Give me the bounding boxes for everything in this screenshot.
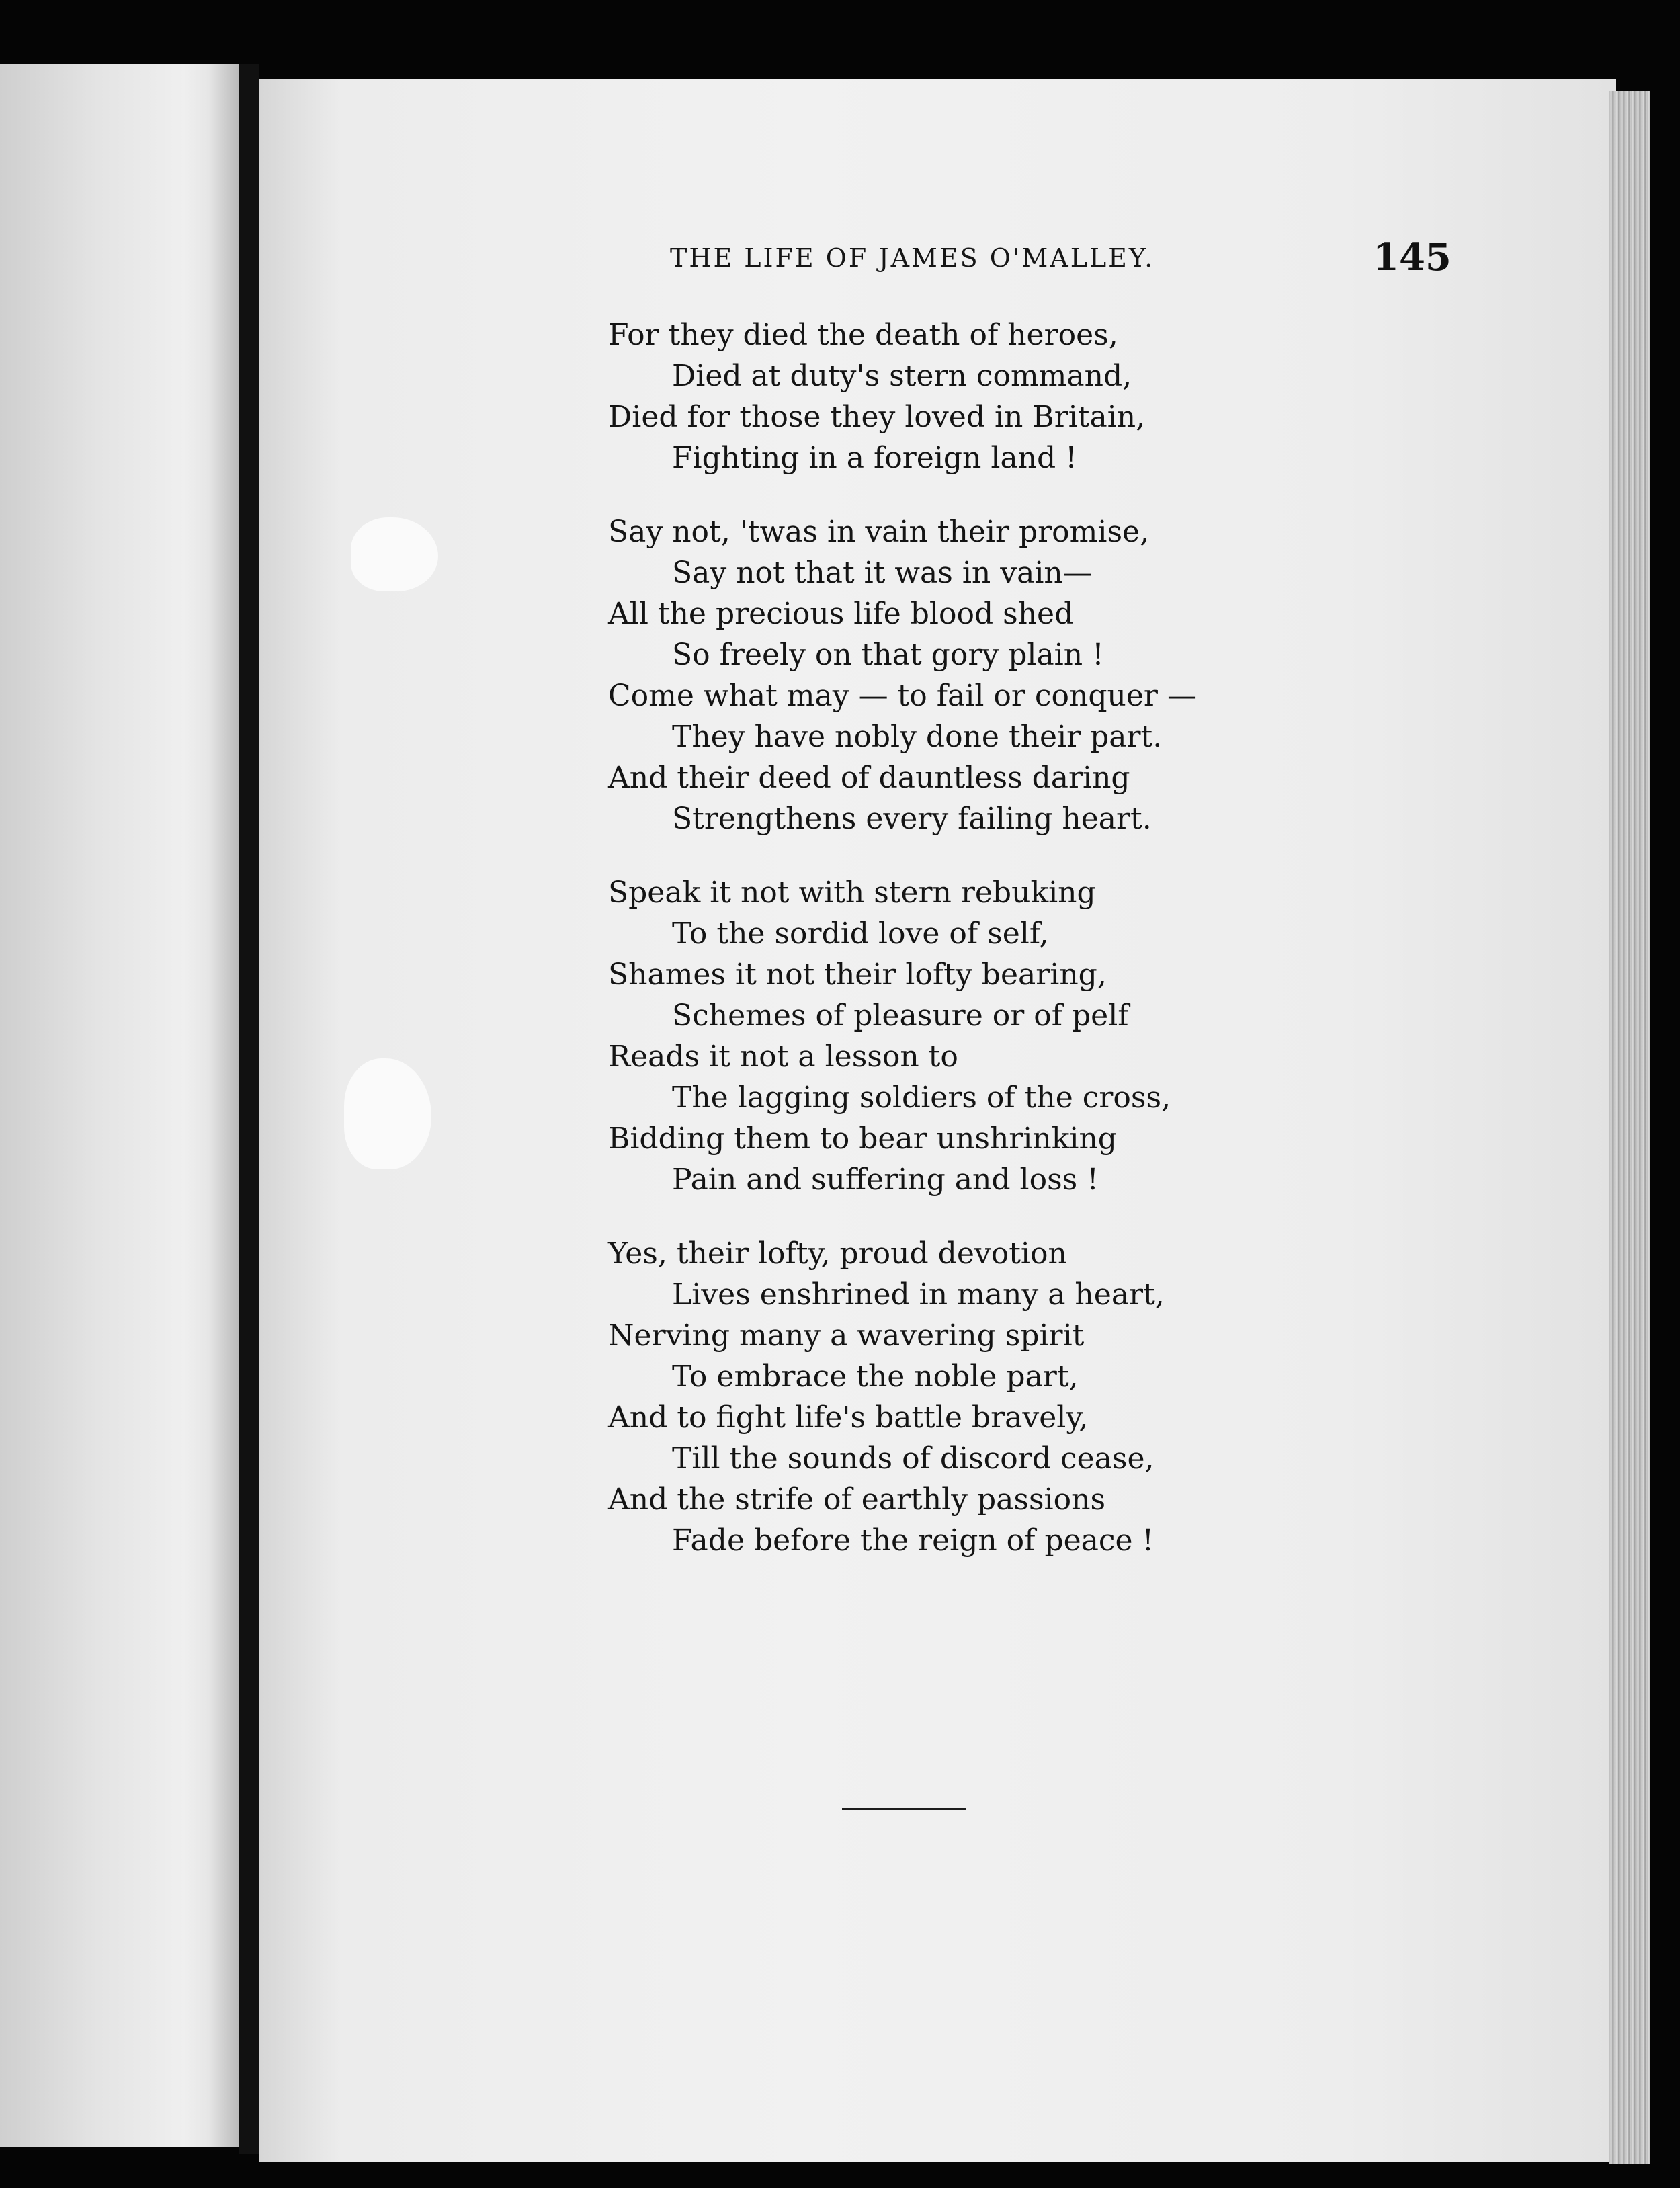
- poem-line: Shames it not their lofty bearing,: [608, 958, 1107, 992]
- paper-blemish-upper: [351, 517, 438, 591]
- page-number: 145: [1373, 235, 1452, 280]
- poem-line: Say not, 'twas in vain their promise,: [608, 515, 1150, 549]
- poem-line: Say not that it was in vain—: [672, 556, 1093, 590]
- poem-line: And the strife of earthly passions: [608, 1482, 1106, 1517]
- poem-line: Strengthens every failing heart.: [672, 802, 1152, 836]
- poem-line: Speak it not with stern rebuking: [608, 876, 1096, 910]
- poem-line: All the precious life blood shed: [608, 597, 1074, 631]
- stanza-1: [608, 314, 1583, 478]
- poem-line: Nerving many a wavering spirit: [608, 1318, 1085, 1353]
- poem-line: Fade before the reign of peace !: [672, 1523, 1154, 1558]
- poem: [608, 314, 1583, 1594]
- poem-line: They have nobly done their part.: [672, 720, 1163, 754]
- poem-line: Died for those they loved in Britain,: [608, 400, 1146, 434]
- poem-line: Come what may — to fail or conquer —: [608, 679, 1197, 713]
- poem-line: For they died the death of heroes,: [608, 318, 1118, 352]
- book-gutter: [239, 64, 259, 2154]
- poem-line: Pain and suffering and loss !: [672, 1163, 1099, 1197]
- poem-line: Schemes of pleasure or of pelf: [672, 999, 1129, 1033]
- poem-line: Till the sounds of discord cease,: [672, 1441, 1154, 1476]
- poem-line: Yes, their lofty, proud devotion: [608, 1236, 1067, 1271]
- poem-line: Died at duty's stern command,: [672, 359, 1132, 393]
- poem-line: And their deed of dauntless daring: [608, 761, 1130, 795]
- poem-line: Lives enshrined in many a heart,: [672, 1277, 1165, 1312]
- stanza-2: [608, 511, 1583, 839]
- poem-line: Bidding them to bear unshrinking: [608, 1122, 1117, 1156]
- running-title: THE LIFE OF JAMES O'MALLEY.: [670, 243, 1155, 273]
- running-header: [259, 235, 1468, 289]
- poem-line: To embrace the noble part,: [672, 1359, 1079, 1394]
- stanza-3: [608, 872, 1583, 1200]
- poem-line: Fighting in a foreign land !: [672, 441, 1077, 475]
- stanza-4: [608, 1233, 1583, 1561]
- poem-line: And to fight life's battle bravely,: [608, 1400, 1089, 1435]
- poem-line: To the sordid love of self,: [672, 917, 1049, 951]
- page-edges: [1609, 91, 1650, 2164]
- section-end-rule: [842, 1808, 966, 1810]
- poem-line: So freely on that gory plain !: [672, 638, 1104, 672]
- poem-line: The lagging soldiers of the cross,: [672, 1081, 1171, 1115]
- poem-line: Reads it not a lesson to: [608, 1040, 958, 1074]
